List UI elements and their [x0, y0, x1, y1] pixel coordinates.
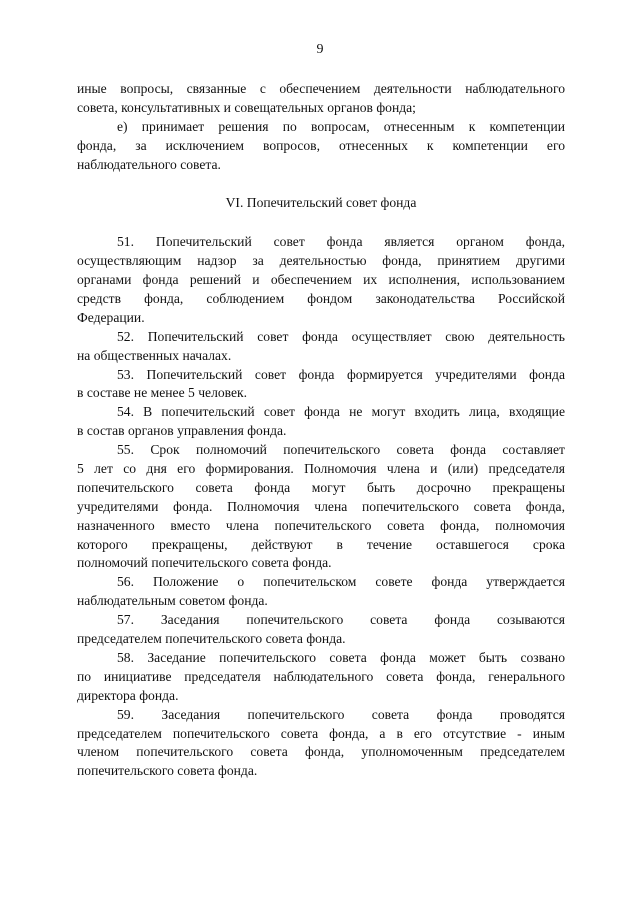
text-line: средств фонда, соблюдением фондом законодательства Российской [77, 291, 565, 307]
text-line: 59. Заседания попечительского совета фонда проводятся [117, 706, 565, 722]
paragraph-55 [77, 441, 565, 573]
text-line: наблюдательного совета. [77, 156, 221, 172]
paragraph-54 [77, 403, 565, 441]
paragraph-56 [77, 573, 565, 611]
text-line: попечительского совета фонда могут быть досрочно прекращены [77, 479, 565, 495]
text-line: наблюдательным советом фонда. [77, 593, 268, 609]
text-line: 58. Заседание попечительского совета фонда может быть созвано [117, 649, 565, 665]
paragraph-53 [77, 366, 565, 404]
intro-paragraph [77, 80, 565, 118]
text-line: 56. Положение о попечительском совете фонда утверждается [117, 574, 565, 590]
text-line: 53. Попечительский совет фонда формируется учредителями фонда [117, 366, 565, 382]
text-line: е) принимает решения по вопросам, отнесенным к компетенции [117, 118, 565, 134]
paragraph-57 [77, 611, 565, 649]
text-line: иные вопросы, связанные с обеспечением деятельности наблюдательного [77, 81, 565, 96]
paragraph-58 [77, 649, 565, 706]
text-line: директора фонда. [77, 687, 179, 703]
text-line: совета, консультативных и совещательных органов фонда; [77, 99, 416, 115]
text-line: учредителями фонда. Полномочия члена попечительского совета фонда, [77, 498, 565, 514]
document-body [77, 80, 565, 781]
text-line: председателем попечительского совета фонда, а в его отсутствие - иным [77, 725, 565, 741]
paragraph-52 [77, 328, 565, 366]
text-line: которого прекращены, действуют в течение оставшегося срока [77, 536, 565, 552]
text-line: на общественных началах. [77, 347, 232, 363]
text-line: в состав органов управления фонда. [77, 423, 287, 439]
text-line: осуществляющим надзор за деятельностью фонда, принятием другими [77, 253, 565, 269]
text-line: Федерации. [77, 309, 145, 325]
text-line: 5 лет со дня его формирования. Полномочия члена и (или) председателя [77, 461, 565, 477]
paragraph-59 [77, 706, 565, 782]
text-line: полномочий попечительского совета фонда. [77, 555, 332, 571]
text-line: попечительского совета фонда. [77, 763, 258, 779]
text-line: 55. Срок полномочий попечительского совета фонда составляет [117, 442, 565, 458]
text-line: органами фонда решений и обеспечением их исполнения, использованием [77, 272, 565, 288]
section-heading: VI. Попечительский совет фонда [225, 195, 417, 211]
text-line: 51. Попечительский совет фонда является органом фонда, [117, 234, 565, 250]
text-line: членом попечительского совета фонда, уполномоченным председателем [77, 744, 565, 760]
paragraph-51 [77, 233, 565, 327]
text-line: 54. В попечительский совет фонда не могут входить лица, входящие [117, 404, 565, 420]
text-line: председателем попечительского совета фонда. [77, 631, 346, 647]
text-line: 57. Заседания попечительского совета фонда созываются [117, 612, 565, 628]
text-line: фонда, за исключением вопросов, отнесенных к компетенции его [77, 137, 565, 153]
text-line: в составе не менее 5 человек. [77, 385, 248, 401]
text-line: назначенного вместо члена попечительского совета фонда, полномочия [77, 517, 565, 533]
text-line: 52. Попечительский совет фонда осуществляет свою деятельность [117, 328, 565, 344]
item-e-paragraph [77, 118, 565, 175]
text-line: по инициативе председателя наблюдательного совета фонда, генерального [77, 668, 565, 684]
page-number: 9 [316, 42, 324, 57]
